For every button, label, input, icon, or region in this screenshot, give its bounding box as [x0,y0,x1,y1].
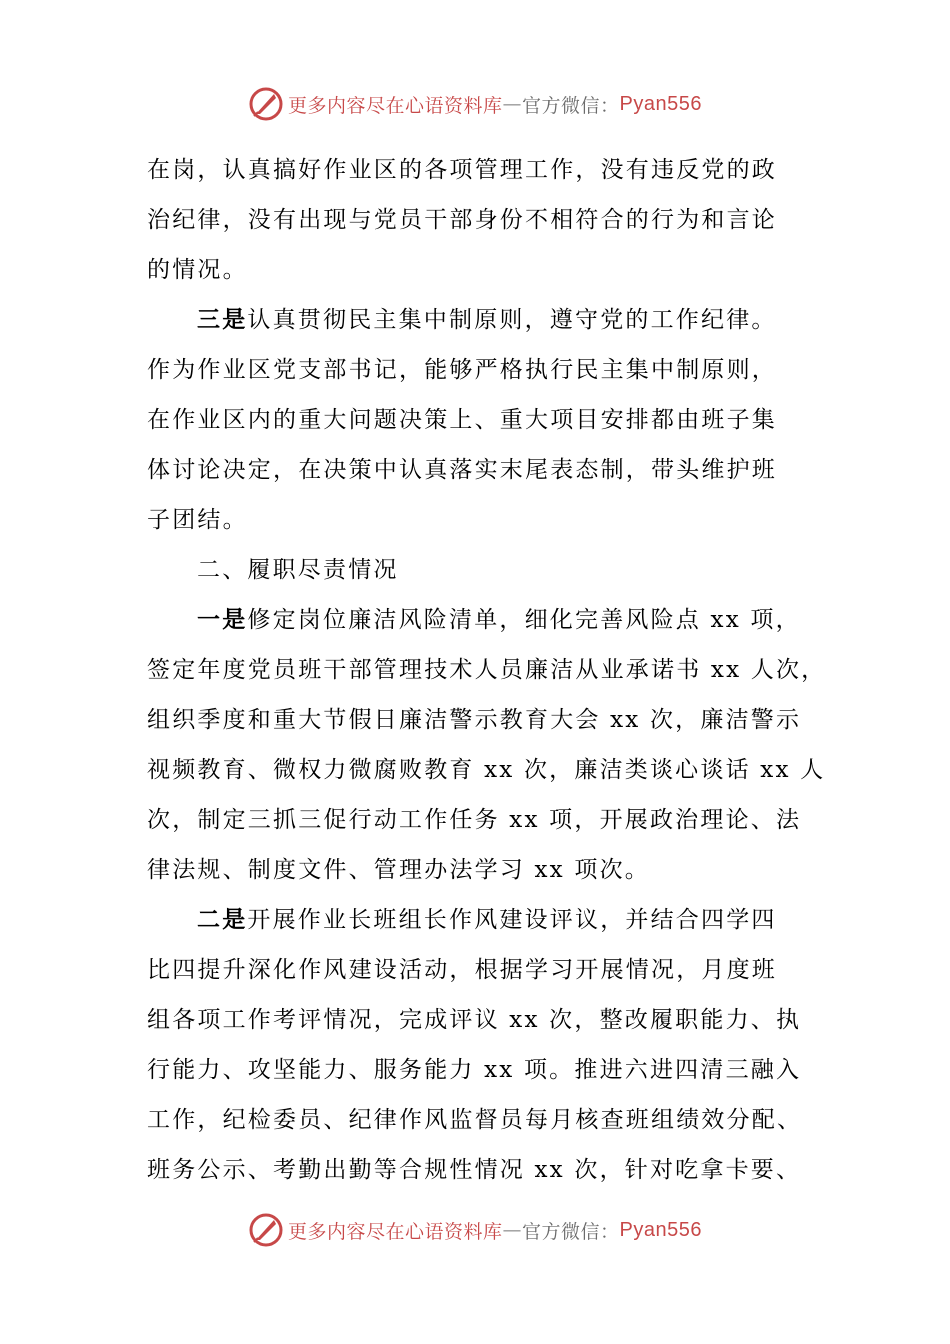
banner-account: Pyan556 [619,92,702,115]
text-line: 的情况。 [147,257,248,283]
paragraph [147,145,807,295]
text-line: 作为作业区党支部书记，能够严格执行民主集中制原则， [147,357,777,383]
text-line [147,295,807,345]
banner-account: Pyan556 [619,1218,702,1241]
banner-main-text: 更多内容尽在心语资料库 [288,94,503,117]
paragraph-lead: 二是 [197,906,248,933]
footer-watermark-banner [0,1210,950,1250]
text-line: 次，制定三抓三促行动工作任务 xx 项，开展政治理论、法 [147,807,802,833]
text-line: 比四提升深化作风建设活动，根据学习开展情况，月度班 [147,957,777,983]
text-fragment: 修定岗位廉洁风险清单，细化完善风险点 xx 项， [247,607,801,633]
paragraph [147,295,807,545]
text-line: 组各项工作考评情况，完成评议 xx 次，整改履职能力、执 [147,1007,802,1033]
banner-label: 官方微信： [522,94,620,117]
text-line: 工作，纪检委员、纪律作风监督员每月核查班组绩效分配、 [147,1107,803,1133]
text-line: 在作业区内的重大问题决策上、重大项目安排都由班子集 [147,407,777,433]
paragraph-lead: 三是 [197,306,248,333]
text-line: 班务公示、考勤出勤等合规性情况 xx 次，针对吃拿卡要、 [147,1157,802,1183]
header-watermark-banner [0,84,950,124]
paragraph [147,895,807,1195]
quill-logo-icon [248,1212,284,1248]
paragraph-lead: 一是 [197,606,248,633]
banner-main-text: 更多内容尽在心语资料库 [288,1220,503,1243]
text-line: 体讨论决定，在决策中认真落实末尾表态制，带头维护班 [147,457,777,483]
text-fragment: 开展作业长班组长作风建设评议，并结合四学四 [247,907,777,933]
text-line [147,595,807,645]
paragraph [147,595,827,895]
banner-label: 官方微信： [522,1220,620,1243]
document-body [147,145,827,1195]
section-heading [147,545,807,595]
text-line: 签定年度党员班干部管理技术人员廉洁从业承诺书 xx 人次， [147,657,827,683]
text-fragment: 认真贯彻民主集中制原则，遵守党的工作纪律。 [247,307,777,333]
text-line: 行能力、攻坚能力、服务能力 xx 项。推进六进四清三融入 [147,1057,802,1083]
quill-logo-icon [248,86,284,122]
banner-separator: — [502,1219,523,1241]
text-line [147,895,807,945]
text-line: 组织季度和重大节假日廉洁警示教育大会 xx 次，廉洁警示 [147,707,802,733]
text-line: 治纪律，没有出现与党员干部身份不相符合的行为和言论 [147,207,777,233]
text-line: 在岗，认真搞好作业区的各项管理工作，没有违反党的政 [147,157,777,183]
text-line: 二、履职尽责情况 [197,557,399,583]
text-line: 律法规、制度文件、管理办法学习 xx 项次。 [147,857,650,883]
text-line: 视频教育、微权力微腐败教育 xx 次，廉洁类谈心谈话 xx 人 [147,757,826,783]
text-line: 子团结。 [147,507,248,533]
banner-separator: — [502,93,523,115]
